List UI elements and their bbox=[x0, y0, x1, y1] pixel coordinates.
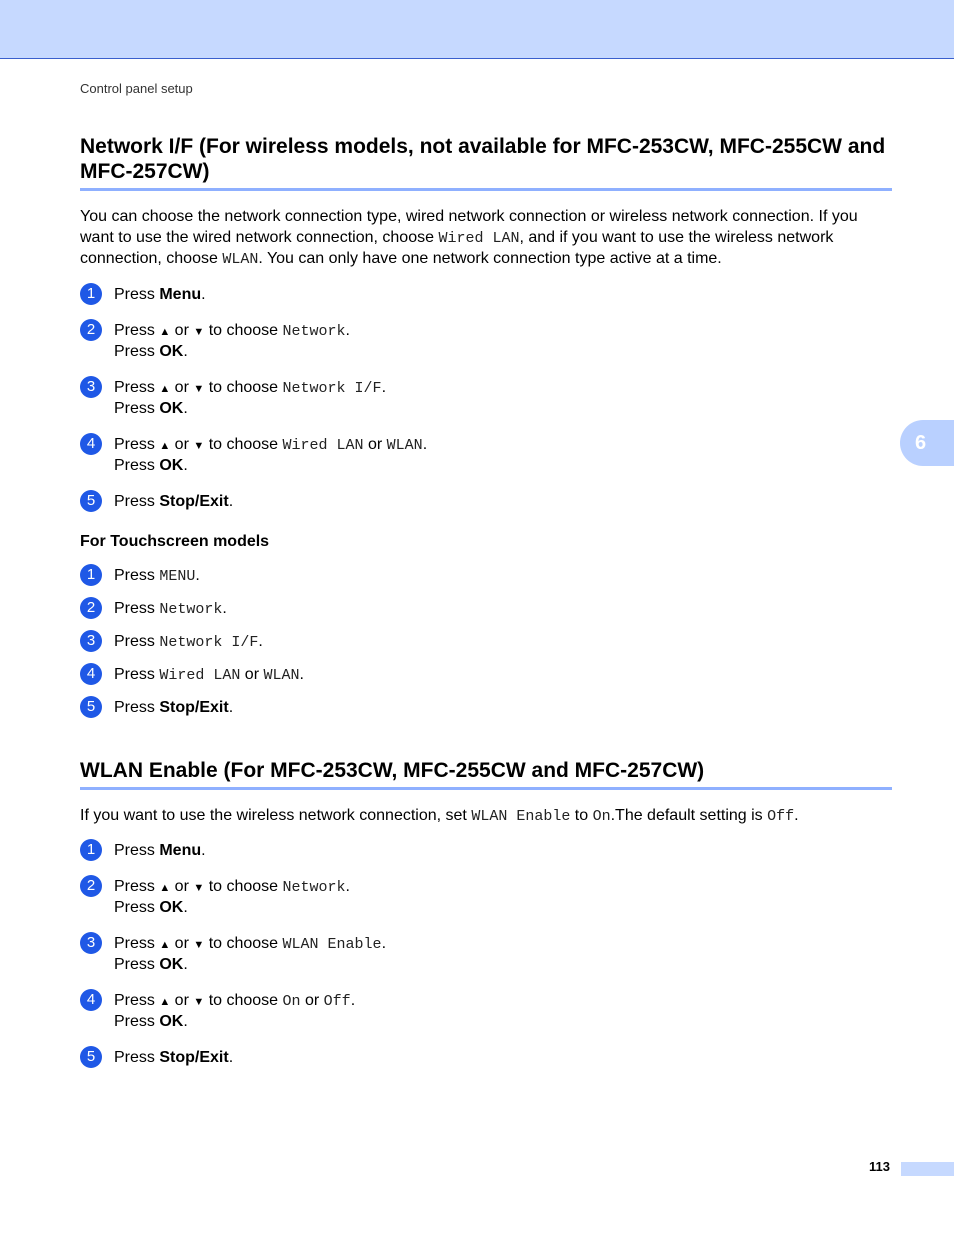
lcd-value: WLAN bbox=[386, 436, 423, 454]
step-text: . bbox=[381, 378, 387, 396]
step-text: Press bbox=[114, 632, 160, 650]
step-text: Press bbox=[114, 899, 160, 916]
ok-key-label: OK bbox=[159, 342, 184, 360]
section-intro-network-if bbox=[80, 207, 892, 271]
step bbox=[80, 566, 892, 587]
step bbox=[80, 435, 892, 476]
step-text: Press bbox=[114, 665, 160, 683]
step bbox=[80, 492, 892, 512]
step-text: Press bbox=[114, 285, 160, 303]
step-text: Press bbox=[114, 599, 160, 617]
step-text: . bbox=[345, 321, 350, 339]
step-text: Press bbox=[114, 1049, 160, 1066]
lcd-value: WLAN Enable bbox=[282, 936, 382, 953]
step bbox=[80, 877, 892, 918]
intro-text: . bbox=[794, 806, 799, 824]
step bbox=[80, 991, 892, 1032]
step-text: . bbox=[299, 665, 304, 683]
step-text: . bbox=[228, 492, 234, 510]
step-text: Press bbox=[114, 435, 160, 453]
step-text: to choose bbox=[204, 435, 283, 453]
lcd-value: Network I/F bbox=[282, 379, 382, 397]
step-text: Press bbox=[114, 566, 160, 584]
ok-key-label: OK bbox=[159, 456, 184, 474]
step-text: . bbox=[201, 842, 206, 859]
step-text: or bbox=[363, 435, 387, 453]
step-number-badge: 4 bbox=[80, 989, 102, 1011]
steps-touchscreen bbox=[80, 566, 892, 718]
lcd-value: Wired LAN bbox=[282, 436, 364, 454]
step-number-badge: 4 bbox=[80, 433, 102, 455]
step bbox=[80, 632, 892, 653]
page-number: 113 bbox=[869, 1159, 890, 1174]
step-text: to choose bbox=[204, 378, 283, 396]
step-text: . bbox=[228, 698, 234, 716]
lcd-value: Network bbox=[282, 879, 346, 896]
page-number-bar bbox=[901, 1162, 954, 1176]
running-head: Control panel setup bbox=[80, 81, 193, 96]
step-text: Press bbox=[114, 956, 160, 973]
stop-exit-key-label: Stop/Exit bbox=[159, 698, 229, 716]
step-text: Press bbox=[114, 842, 160, 859]
step-text: to choose bbox=[204, 935, 283, 952]
step-text: Press bbox=[114, 378, 160, 396]
step-text: . bbox=[183, 956, 188, 973]
up-arrow-icon: ▲ bbox=[159, 325, 171, 338]
chapter-tab: 6 bbox=[900, 420, 954, 466]
ok-key-label: OK bbox=[159, 399, 184, 417]
section-title-wlan-enable: WLAN Enable (For MFC-253CW, MFC-255CW and MFC-257CW) bbox=[80, 758, 892, 790]
up-arrow-icon: ▲ bbox=[159, 939, 171, 951]
down-arrow-icon: ▼ bbox=[193, 996, 205, 1008]
step-text: . bbox=[258, 632, 263, 650]
step-text: or bbox=[170, 935, 194, 952]
step-number-badge: 2 bbox=[80, 319, 102, 341]
intro-text: You can choose the network connection type, wired network connection or wireless network connection. If you want to use the wired network connection, choose bbox=[80, 208, 858, 246]
step-text: Press bbox=[114, 992, 160, 1009]
section-intro-wlan-enable bbox=[80, 806, 892, 828]
step-text: Press bbox=[114, 878, 160, 895]
touchscreen-heading: For Touchscreen models bbox=[80, 532, 270, 550]
step-text: . bbox=[195, 566, 200, 584]
step-text: or bbox=[170, 878, 194, 895]
step-text: to choose bbox=[204, 992, 283, 1009]
step-number-badge: 5 bbox=[80, 1046, 102, 1068]
step-text: . bbox=[422, 435, 428, 453]
step-number-badge: 2 bbox=[80, 597, 102, 619]
step bbox=[80, 698, 892, 718]
step-text: . bbox=[183, 456, 188, 474]
step-text: or bbox=[170, 321, 194, 339]
up-arrow-icon: ▲ bbox=[159, 996, 171, 1008]
up-arrow-icon: ▲ bbox=[159, 439, 171, 452]
step-number-badge: 2 bbox=[80, 875, 102, 897]
step bbox=[80, 1048, 892, 1068]
lcd-value: On bbox=[592, 807, 611, 825]
step-text: Press bbox=[114, 342, 160, 360]
step-number-badge: 4 bbox=[80, 663, 102, 685]
lcd-value: Off bbox=[323, 993, 351, 1010]
step-text: . bbox=[183, 1013, 188, 1030]
step-number-badge: 1 bbox=[80, 283, 102, 305]
step-text: . bbox=[222, 599, 227, 617]
down-arrow-icon: ▼ bbox=[193, 325, 205, 338]
step bbox=[80, 378, 892, 419]
down-arrow-icon: ▼ bbox=[193, 382, 205, 395]
step-text: or bbox=[170, 992, 194, 1009]
step-number-badge: 3 bbox=[80, 376, 102, 398]
intro-text: , and if you want to use the wireless network connection, choose bbox=[80, 228, 834, 267]
step-text: or bbox=[170, 435, 194, 453]
step-text: or bbox=[300, 992, 324, 1009]
intro-text: If you want to use the wireless network connection, set bbox=[80, 806, 472, 824]
menu-key-label: Menu bbox=[159, 842, 202, 859]
step-number-badge: 1 bbox=[80, 839, 102, 861]
down-arrow-icon: ▼ bbox=[193, 939, 205, 951]
step-text: . bbox=[183, 399, 188, 417]
intro-text: . You can only have one network connection type active at a time. bbox=[258, 250, 722, 267]
intro-text: .The default setting is bbox=[610, 806, 768, 824]
step-number-badge: 5 bbox=[80, 490, 102, 512]
step-number-badge: 5 bbox=[80, 696, 102, 718]
step-number-badge: 3 bbox=[80, 932, 102, 954]
step bbox=[80, 841, 892, 861]
top-header-band bbox=[0, 0, 954, 59]
up-arrow-icon: ▲ bbox=[159, 382, 171, 395]
step-text: . bbox=[228, 1049, 234, 1066]
lcd-value: Wired LAN bbox=[159, 666, 241, 684]
step-text: Press bbox=[114, 935, 160, 952]
lcd-value: Network bbox=[282, 322, 346, 340]
up-arrow-icon: ▲ bbox=[159, 882, 171, 894]
lcd-value: Wired LAN bbox=[438, 229, 520, 247]
step-text: Press bbox=[114, 1013, 160, 1030]
ok-key-label: OK bbox=[159, 899, 184, 916]
ok-key-label: OK bbox=[159, 956, 184, 973]
lcd-value: WLAN bbox=[222, 251, 259, 268]
step bbox=[80, 599, 892, 620]
lcd-value: Network bbox=[159, 600, 223, 618]
down-arrow-icon: ▼ bbox=[193, 439, 205, 452]
lcd-value: MENU bbox=[159, 567, 196, 585]
step-number-badge: 1 bbox=[80, 564, 102, 586]
step-text: . bbox=[350, 992, 356, 1009]
menu-key-label: Menu bbox=[159, 285, 202, 303]
lcd-value: Off bbox=[767, 807, 795, 825]
page-content bbox=[80, 134, 892, 1068]
step bbox=[80, 321, 892, 362]
lcd-value: On bbox=[282, 993, 301, 1010]
step-text: . bbox=[345, 878, 350, 895]
step bbox=[80, 665, 892, 686]
step-text: Press bbox=[114, 456, 160, 474]
step-text: Press bbox=[114, 399, 160, 417]
down-arrow-icon: ▼ bbox=[193, 882, 205, 894]
step bbox=[80, 285, 892, 305]
step-text: to choose bbox=[204, 878, 283, 895]
step-text: to choose bbox=[204, 321, 283, 339]
step-text: . bbox=[201, 285, 206, 303]
section-title-network-if: Network I/F (For wireless models, not available for MFC-253CW, MFC-255CW and MFC-257CW) bbox=[80, 134, 892, 191]
lcd-value: Network I/F bbox=[159, 633, 259, 651]
step-text: Press bbox=[114, 698, 160, 716]
step-number-badge: 3 bbox=[80, 630, 102, 652]
step-text: Press bbox=[114, 321, 160, 339]
lcd-value: WLAN Enable bbox=[471, 807, 571, 825]
ok-key-label: OK bbox=[159, 1013, 184, 1030]
steps-network-if bbox=[80, 285, 892, 512]
stop-exit-key-label: Stop/Exit bbox=[159, 492, 229, 510]
stop-exit-key-label: Stop/Exit bbox=[159, 1049, 229, 1066]
step-text: . bbox=[183, 342, 188, 360]
step-text: or bbox=[240, 665, 264, 683]
steps-wlan-enable bbox=[80, 841, 892, 1068]
intro-text: to bbox=[570, 806, 593, 824]
step bbox=[80, 934, 892, 975]
step-text: Press bbox=[114, 492, 160, 510]
step-text: . bbox=[183, 899, 188, 916]
step-text: or bbox=[170, 378, 194, 396]
step-text: . bbox=[381, 935, 387, 952]
lcd-value: WLAN bbox=[263, 666, 300, 684]
